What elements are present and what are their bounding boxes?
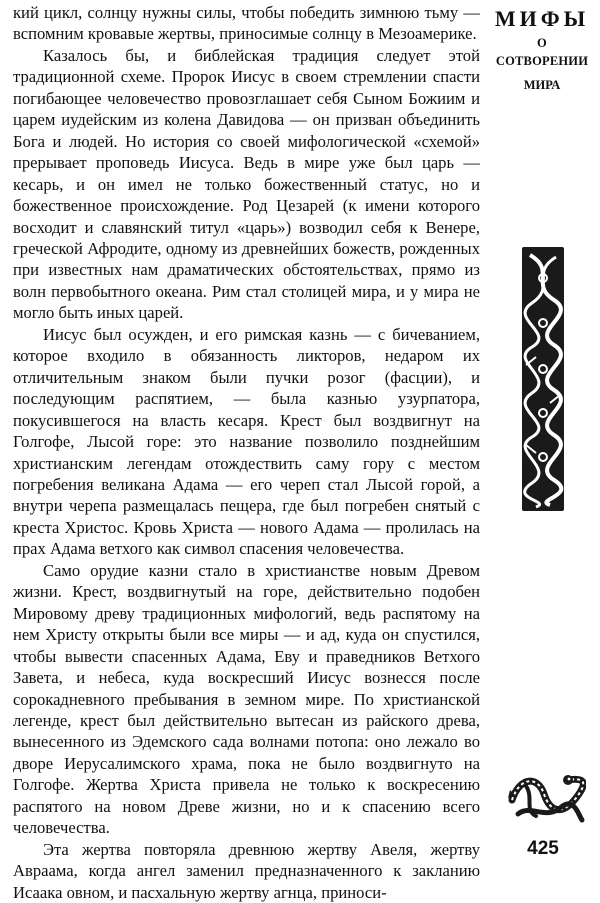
serpent-ornament-icon [506, 770, 586, 824]
paragraph-3: Иисус был осужден, и его римская казнь — с бичеванием, которое входило в обязанность ликторов, недаром их отличительным знаком были пучки розог (фасции), и последующим распятием, — была казнью узурпатора, покусившегося на власть кесаря. Крест был воздвигнут на Голгофе, Лысой горе: это название позволило позднейшим христианским легендам отождествить саму гору с местом погребения великана Адама — его череп стал Лысой горой, а внутри черепа размещалась пещера, где был погребен снятый с креста Христос. Кровь Христа — нового Адама — пролилась на прах Адама ветхого как символ спасения человечества. [13, 324, 480, 559]
main-text-column [13, 2, 480, 903]
paragraph-2: Казалось бы, и библейская традиция следует этой традиционной схеме. Пророк Иисус в своем стремлении спасти погибающее человечество провозглашает себя Сыном Божиим и царем иудейским из колена Давидова — он призван объединить Бога и людей. Но история со своей мифологической «схемой» прерывает проповедь Иисуса. Ведь в мире уже был царь — кесарь, и он имел не только божественный статус, но и божественное происхождение. Род Цезарей (к имени которого восходит и славянский титул «царь») возводил себя к Венере, греческой Афродите, одному из древнейших божеств, рожденных при известных нам драматических обстоятельствах, прямо из волн первобытного океана. Рим стал столицей мира, и у мира не могло быть иных царей. [13, 45, 480, 323]
paragraph-5: Эта жертва повторяла древнюю жертву Авеля, жертву Авраама, когда ангел заменил предназначенного к закланию Исаака овном, и пасхальную жертву агнца, приноси- [13, 839, 480, 902]
interlace-ornament-icon [520, 245, 566, 513]
running-head-title: МИФЫ [494, 6, 590, 31]
running-head [492, 6, 592, 94]
running-head-subtitle-line1: О СОТВОРЕНИИ [495, 36, 589, 68]
paragraph-4: Само орудие казни стало в христианстве новым Древом жизни. Крест, воздвигнутый на горе, действительно подобен Мировому древу традиционных мифологий, ведь распятому на нем Христу открыты были все миры — и ад, куда он спустился, чтобы вывести спасенных Адама, Еву и праведников Ветхого Завета, и небеса, куда воскресший Иисус вознесся после сорокадневного пребывания в земном мире. По христианской легенде, крест был действительно вытесан из райского древа, вынесенного из Эдемского сада волнами потопа: оно лежало во дворе Иерусалимского храма, пока не было воздвигнуто на Голгофе. Жертва Христа привела не только к воскресению распятого на новом Древе жизни, но и к спасению всего человечества. [13, 560, 480, 838]
page-number: 425 [527, 838, 559, 859]
paragraph-1: кий цикл, солнцу нужны силы, чтобы победить зимнюю тьму — вспомним кровавые жертвы, приносимые солнцу в Мезоамерике. [13, 3, 480, 44]
running-head-subtitle-line2: МИРА [523, 78, 561, 92]
